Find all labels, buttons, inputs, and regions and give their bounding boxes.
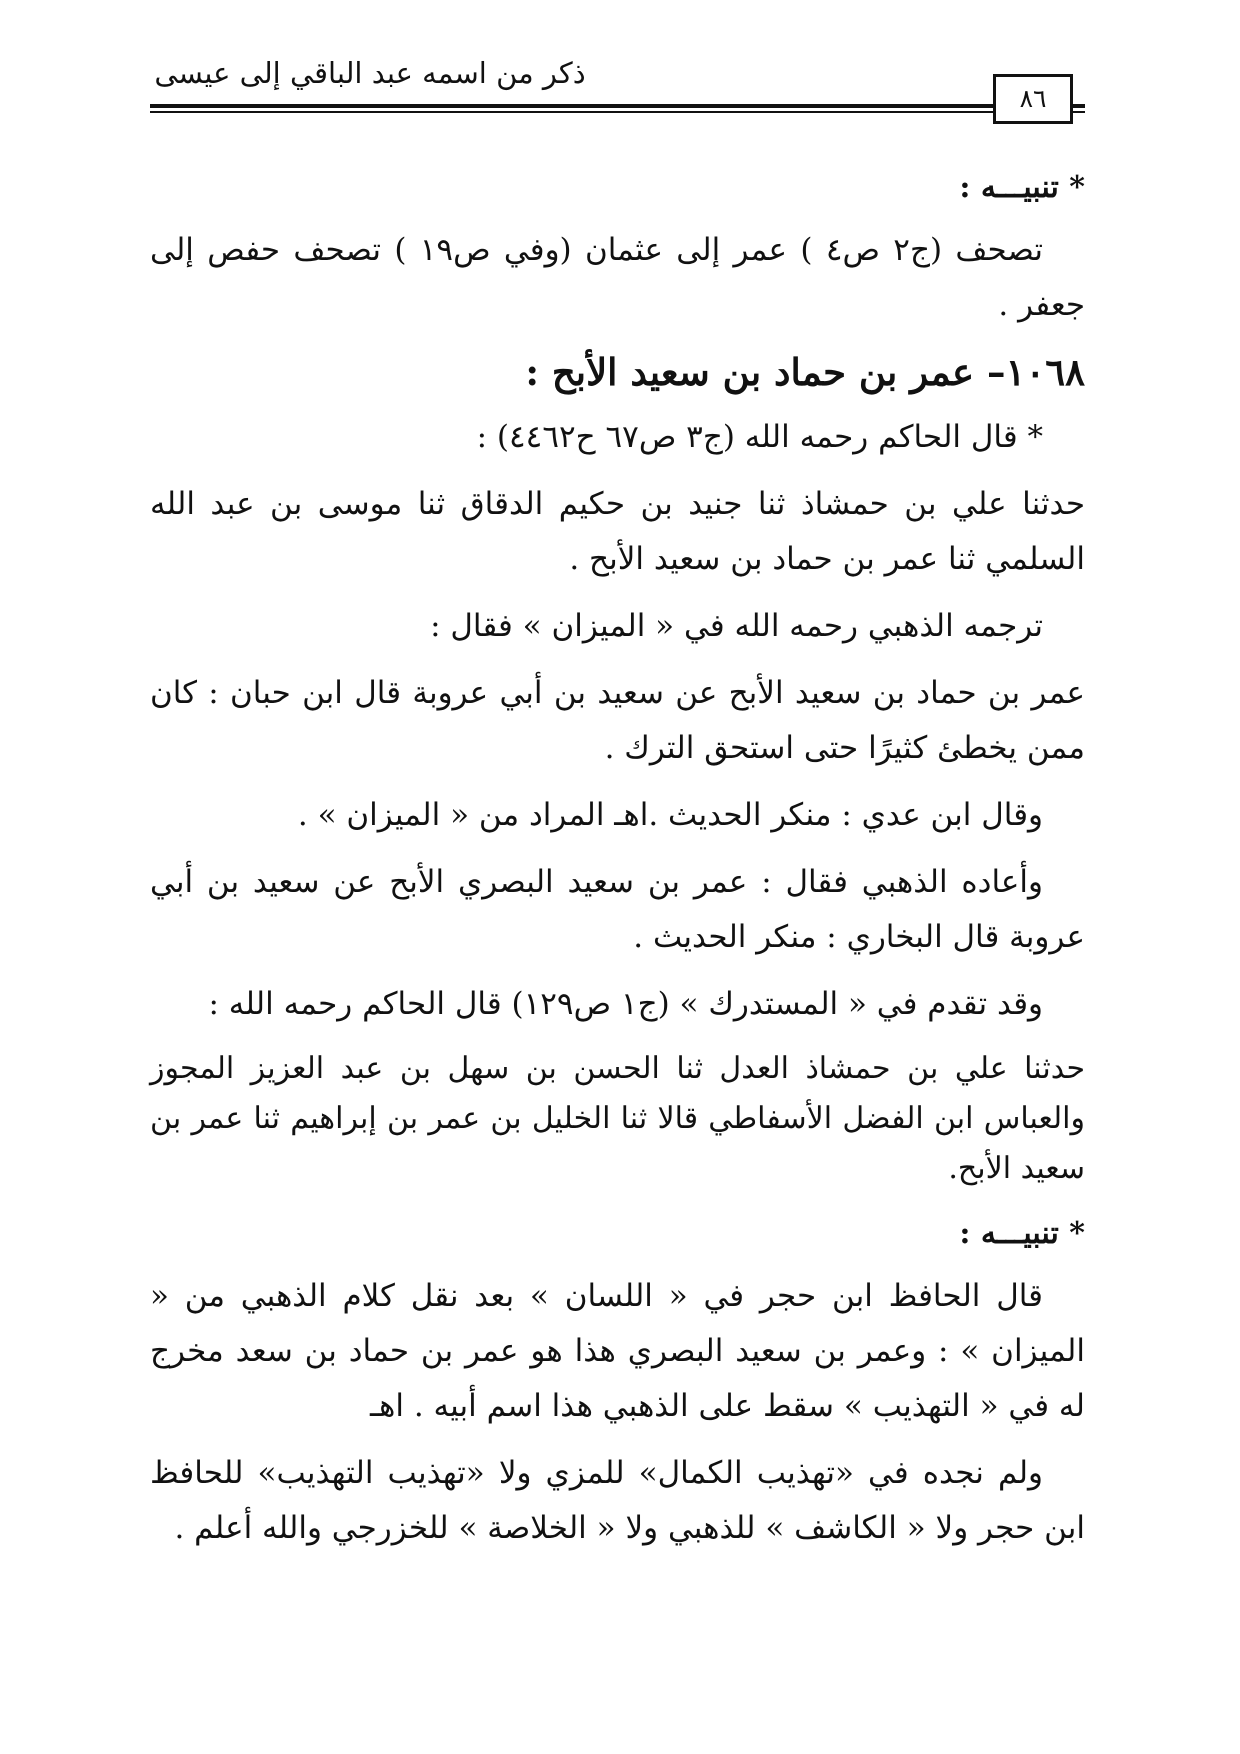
header-rule-thin	[150, 111, 1085, 113]
page-header	[150, 48, 1085, 128]
isnad-2: حدثنا علي بن حمشاذ العدل ثنا الحسن بن سهل بن عبد العزيز المجوز والعباس ابن الفضل الأسفاطي قالا ثنا الخليل بن عمر بن إبراهيم ثنا عمر بن سعيد الأبح.	[150, 1051, 1085, 1186]
note-heading-1: * تنبيـــه :	[959, 170, 1085, 205]
mizan-text: عمر بن حماد بن سعيد الأبح عن سعيد بن أبي عروبة قال ابن حبان : كان ممن يخطئ كثيرًا حتى استحق الترك .	[150, 675, 1085, 766]
closing-paragraph: ولم نجده في «تهذيب الكمال» للمزي ولا «تهذيب التهذيب» للحافظ ابن حجر ولا « الكاشف » للذهبي ولا « الخلاصة » للخزرجي والله أعلم .	[150, 1455, 1085, 1546]
ibn-adi-quote: وقال ابن عدي : منكر الحديث .اهـ المراد من « الميزان » .	[297, 797, 1043, 833]
entry-heading: ١٠٦٨– عمر بن حماد بن سعيد الأبح :	[525, 350, 1085, 394]
isnad-1: حدثنا علي بن حمشاذ ثنا جنيد بن حكيم الدقاق ثنا موسى بن عبد الله السلمي ثنا عمر بن حماد بن سعيد الأبح .	[150, 486, 1085, 577]
mustadrak-intro: وقد تقدم في « المستدرك » (ج١ ص١٢٩) قال الحاكم رحمه الله :	[208, 986, 1043, 1022]
dhahabi-intro: ترجمه الذهبي رحمه الله في « الميزان » فقال :	[430, 608, 1043, 644]
hakim-intro: * قال الحاكم رحمه الله (ج٣ ص٦٧ ح٤٤٦٢) :	[476, 419, 1043, 455]
note-heading-2: * تنبيـــه :	[959, 1216, 1085, 1251]
note-text-1: تصحف (ج٢ ص٤ ) عمر إلى عثمان (وفي ص١٩ ) تصحف حفص إلى جعفر .	[150, 232, 1085, 323]
page-body	[150, 160, 1085, 1568]
header-rule-thick	[150, 104, 1085, 108]
dhahabi-repeat: وأعاده الذهبي فقال : عمر بن سعيد البصري الأبح عن سعيد بن أبي عروبة قال البخاري : منكر الحديث .	[150, 864, 1085, 955]
running-title: ذكر من اسمه عبد الباقي إلى عيسى	[154, 56, 586, 90]
page-number: ٨٦	[993, 74, 1073, 124]
ibn-hajar-quote: قال الحافظ ابن حجر في « اللسان » بعد نقل كلام الذهبي من « الميزان » : وعمر بن سعيد البصري هذا هو عمر بن حماد بن سعد مخرج له في « التهذيب » سقط على الذهبي هذا اسم أبيه . اهـ	[150, 1278, 1085, 1424]
